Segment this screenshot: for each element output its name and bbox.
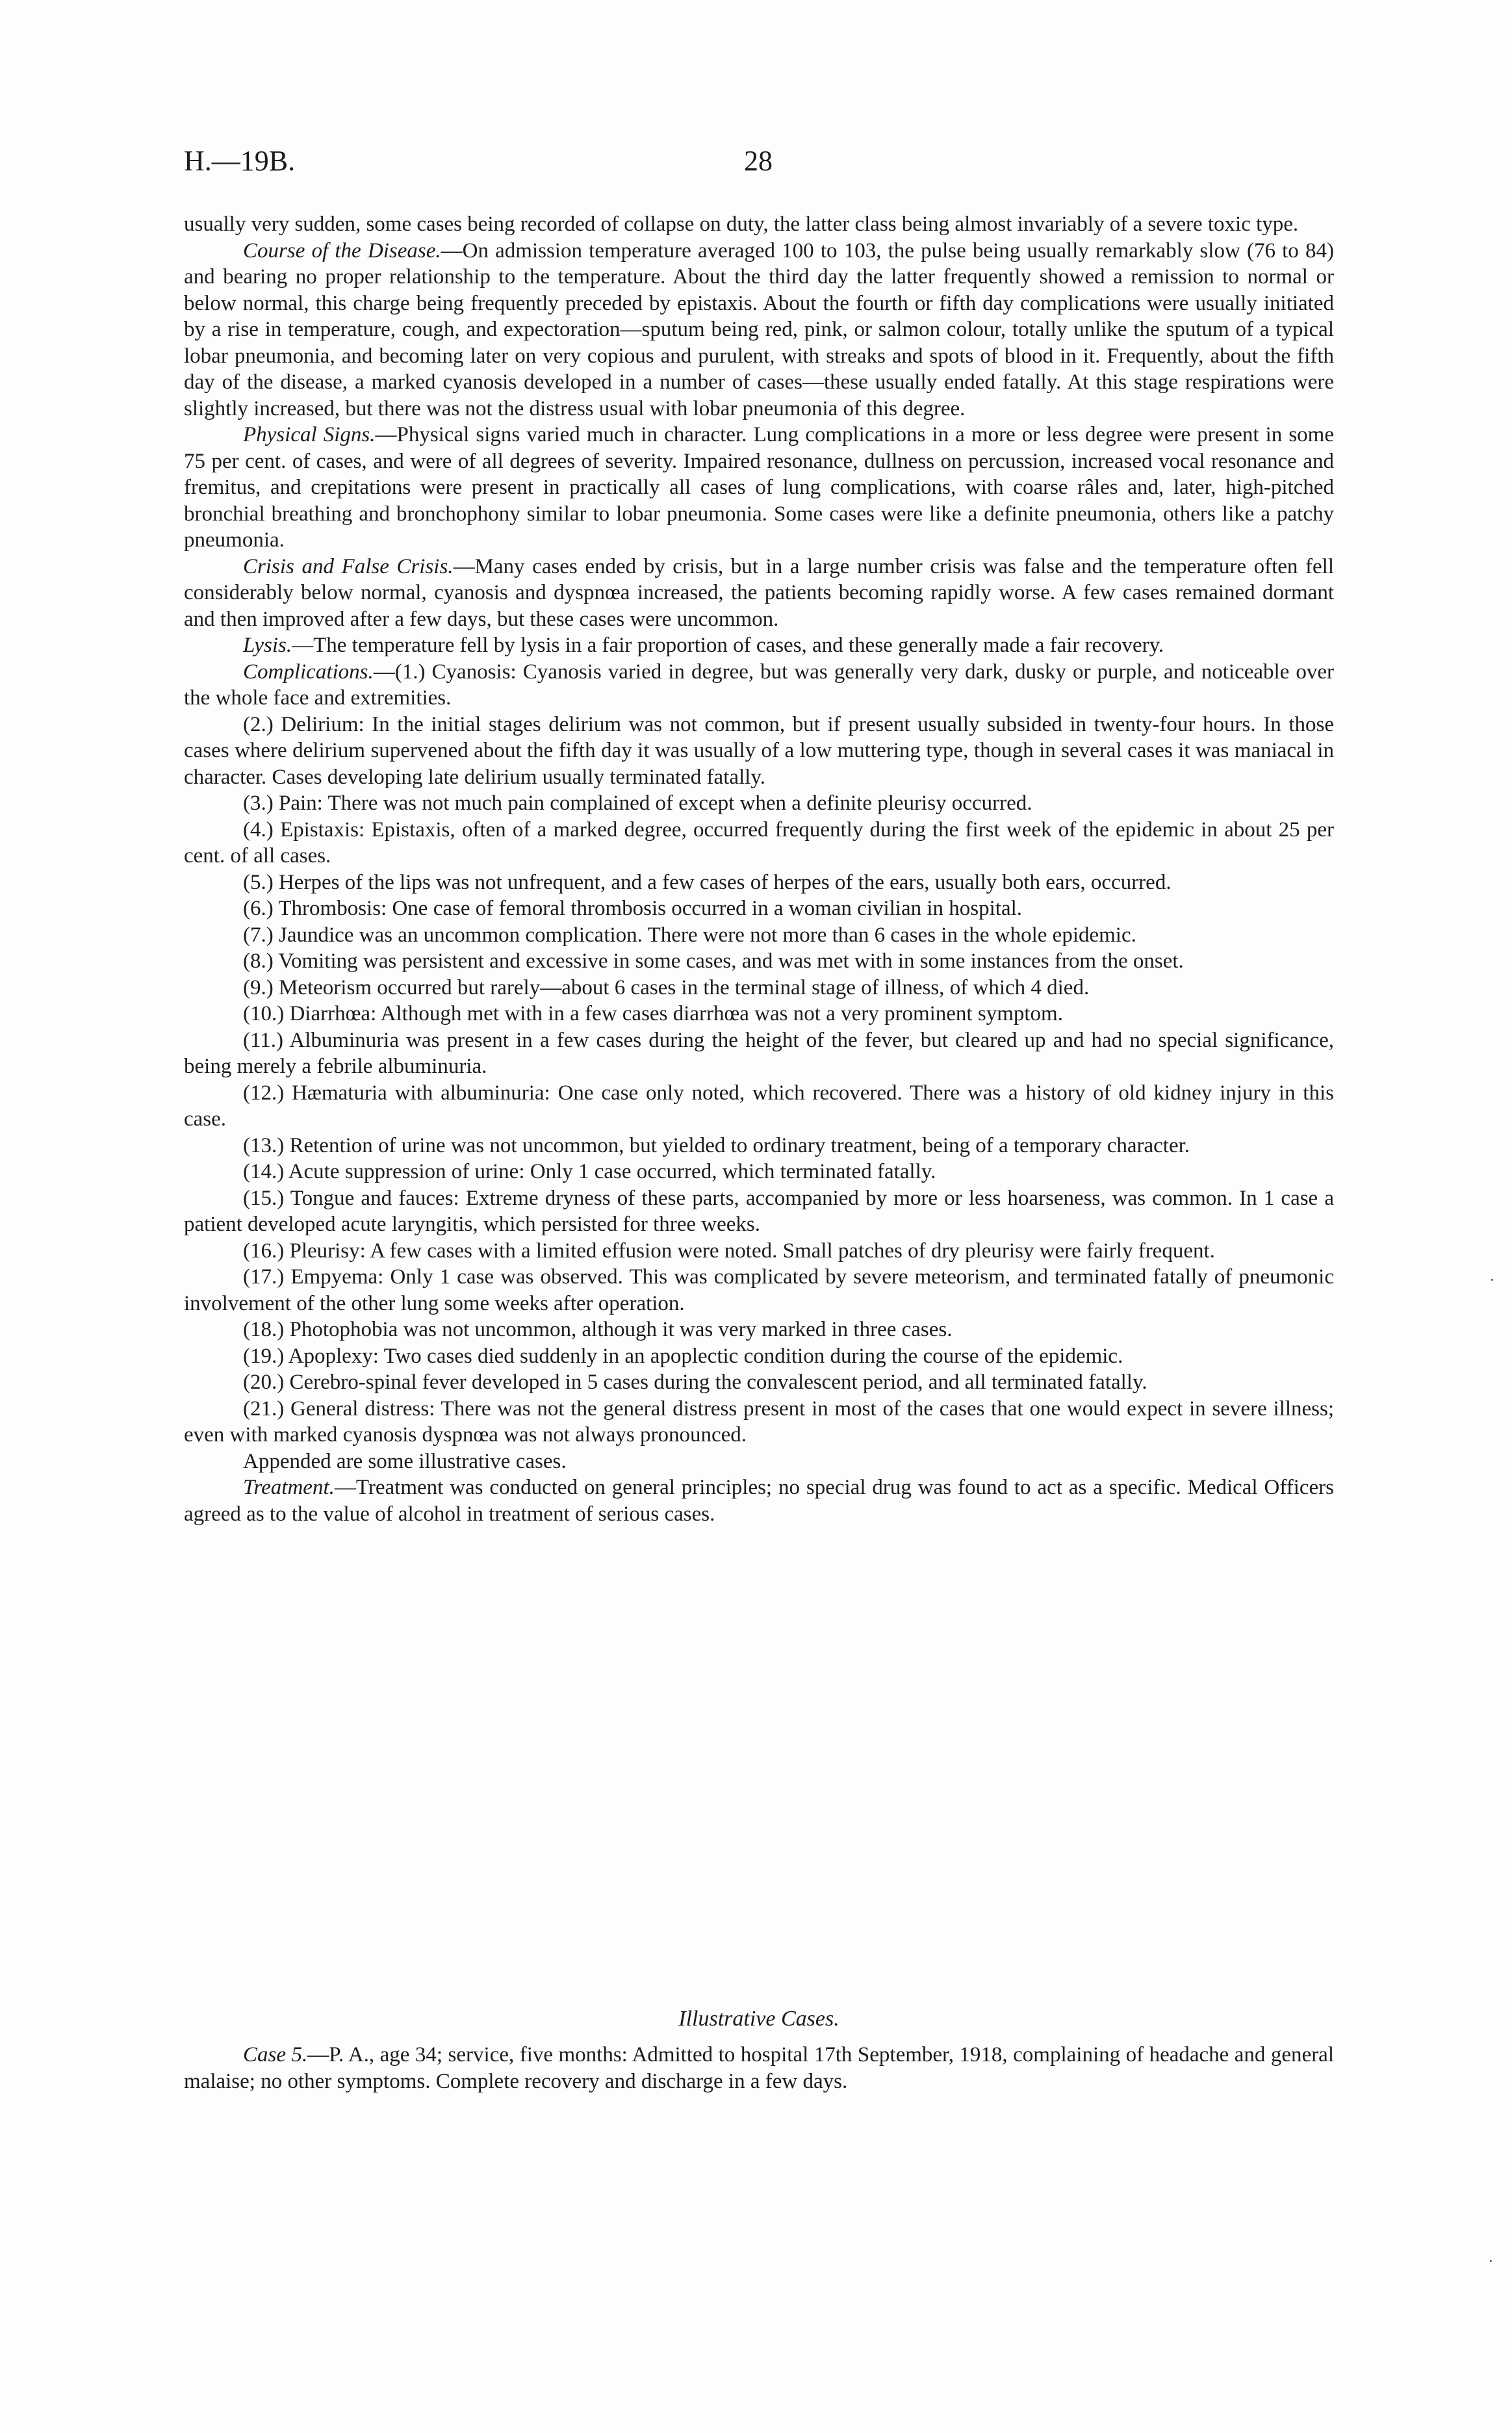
complication-item: (3.) Pain: There was not much pain complained of except when a definite pleurisy occurred. bbox=[243, 792, 1032, 815]
document-reference: H.—19B. bbox=[184, 145, 296, 177]
paragraph-continuation: usually very sudden, some cases being recorded of collapse on duty, the latter class being almost invariably of a severe toxic type. bbox=[184, 212, 1299, 236]
complication-item: (21.) General distress: There was not the general distress present in most of the cases that one would expect in severe illness; even with marked cyanosis dyspnœa was not always pronounced. bbox=[184, 1397, 1334, 1447]
complication-item: (12.) Hæmaturia with albuminuria: One case only noted, which recovered. There was a history of old kidney injury in this case. bbox=[184, 1081, 1334, 1131]
paragraph-heading: Treatment. bbox=[243, 1476, 335, 1499]
complication-item: (14.) Acute suppression of urine: Only 1 case occurred, which terminated fatally. bbox=[243, 1160, 936, 1183]
paragraph-heading: Lysis. bbox=[243, 634, 292, 657]
complication-item: (7.) Jaundice was an uncommon complication. There were not more than 6 cases in the whole epidemic. bbox=[243, 923, 1136, 947]
paragraph-heading: Complications. bbox=[243, 660, 374, 684]
complication-item: (10.) Diarrhœa: Although met with in a few cases diarrhœa was not a very prominent symptom. bbox=[243, 1002, 1063, 1025]
paragraph-physical-signs: Physical Signs.—Physical signs varied much in character. Lung complications in a more or less degree were present in some 75 per cent. of cases, and were of all degrees of severity. Impaired resonance, dullness on percussion, increased vocal resonance and fremitus, and crepitations were present in practically all cases of lung complications, with coarse râles and, later, high-pitched bronchial breathing and bronchophony similar to lobar pneumonia. Some cases were like a definite pneumonia, others like a patchy pneumonia. bbox=[184, 423, 1334, 552]
complication-item: (20.) Cerebro-spinal fever developed in 5 cases during the convalescent period, and all terminated fatally. bbox=[243, 1371, 1147, 1394]
paragraph-heading: Physical Signs. bbox=[243, 423, 376, 446]
paragraph-course-of-disease: Course of the Disease.—On admission temperature averaged 100 to 103, the pulse being usually remarkably slow (76 to 84) and bearing no proper relationship to the temperature. About the third day the latter frequently showed a remission to normal or below normal, this charge being frequently preceded by epistaxis. About the fourth or fifth day complications were usually initiated by a rise in temperature, cough, and expectoration—sputum being red, pink, or salmon colour, totally unlike the sputum of a typical lobar pneumonia, and becoming later on very copious and purulent, with streaks and spots of blood in it. Frequently, about the fifth day of the disease, a marked cyanosis developed in a number of cases—these usually ended fatally. At this stage respirations were slightly increased, but there was not the distress usual with lobar pneumonia of this degree. bbox=[184, 238, 1334, 420]
margin-speck: · bbox=[1489, 1270, 1495, 1289]
case-heading: Case 5. bbox=[243, 2043, 308, 2066]
page-header bbox=[184, 144, 1334, 183]
paragraph-lysis: Lysis.—The temperature fell by lysis in a fair proportion of cases, and these generally made a fair recovery. bbox=[243, 634, 1164, 657]
case-paragraph: Case 5.—P. A., age 34; service, five months: Admitted to hospital 17th September, 1918, complaining of headache and general malaise; no other symptoms. Complete recovery and discharge in a few days. bbox=[184, 2043, 1334, 2093]
paragraph-crisis: Crisis and False Crisis.—Many cases ended by crisis, but in a large number crisis was false and the temperature often fell considerably below normal, cyanosis and dyspnœa increased, the patients becoming rapidly worse. A few cases remained dormant and then improved after a few days, but these cases were uncommon. bbox=[184, 554, 1334, 631]
page-number: 28 bbox=[744, 145, 773, 177]
paragraph-treatment: Treatment.—Treatment was conducted on general principles; no special drug was found to act as a specific. Medical Officers agreed as to the value of alcohol in treatment of serious cases. bbox=[184, 1476, 1334, 1526]
paragraph-heading: Crisis and False Crisis. bbox=[243, 554, 454, 578]
complication-item: (5.) Herpes of the lips was not unfrequent, and a few cases of herpes of the ears, usually both ears, occurred. bbox=[243, 870, 1172, 894]
body-text bbox=[184, 211, 1334, 1527]
complication-item: (11.) Albuminuria was present in a few cases during the height of the fever, but cleared up and had no special significance, being merely a febrile albuminuria. bbox=[184, 1028, 1334, 1078]
paragraph-complications: Complications.—(1.) Cyanosis: Cyanosis varied in degree, but was generally very dark, dusky or purple, and noticeable over the whole face and extremities. bbox=[184, 660, 1334, 710]
complication-item: (6.) Thrombosis: One case of femoral thrombosis occurred in a woman civilian in hospital. bbox=[243, 897, 1023, 920]
complication-item: (19.) Apoplexy: Two cases died suddenly in an apoplectic condition during the course of the epidemic. bbox=[243, 1344, 1123, 1368]
complication-item: (2.) Delirium: In the initial stages delirium was not common, but if present usually subsided in twenty-four hours. In those cases where delirium supervened about the fifth day it was usually of a low muttering type, though in several cases it was maniacal in character. Cases developing late delirium usually terminated fatally. bbox=[184, 712, 1334, 789]
complication-item: (9.) Meteorism occurred but rarely—about 6 cases in the terminal stage of illness, of which 4 died. bbox=[243, 975, 1090, 999]
complication-item: (8.) Vomiting was persistent and excessive in some cases, and was met with in some instances from the onset. bbox=[243, 949, 1184, 973]
paragraph-appended: Appended are some illustrative cases. bbox=[243, 1449, 567, 1473]
illustrative-case bbox=[184, 2042, 1334, 2094]
complication-item: (4.) Epistaxis: Epistaxis, often of a marked degree, occurred frequently during the first week of the epidemic in about 25 per cent. of all cases. bbox=[184, 817, 1334, 868]
complication-item: (18.) Photophobia was not uncommon, although it was very marked in three cases. bbox=[243, 1318, 953, 1341]
complication-item: (16.) Pleurisy: A few cases with a limited effusion were noted. Small patches of dry pleurisy were fairly frequent. bbox=[243, 1239, 1215, 1263]
paragraph-heading: Course of the Disease. bbox=[243, 238, 441, 263]
complication-item: (13.) Retention of urine was not uncommon, but yielded to ordinary treatment, being of a temporary character. bbox=[243, 1133, 1190, 1157]
complication-item: (15.) Tongue and fauces: Extreme dryness of these parts, accompanied by more or less hoarseness, was common. In 1 case a patient developed acute laryngitis, which persisted for three weeks. bbox=[184, 1186, 1334, 1236]
complication-item: (17.) Empyema: Only 1 case was observed. This was complicated by severe meteorism, and terminated fatally of pneumonic involvement of the other lung some weeks after operation. bbox=[184, 1265, 1334, 1315]
section-title: Illustrative Cases. bbox=[678, 2007, 839, 2031]
margin-speck: · bbox=[1488, 2252, 1494, 2271]
